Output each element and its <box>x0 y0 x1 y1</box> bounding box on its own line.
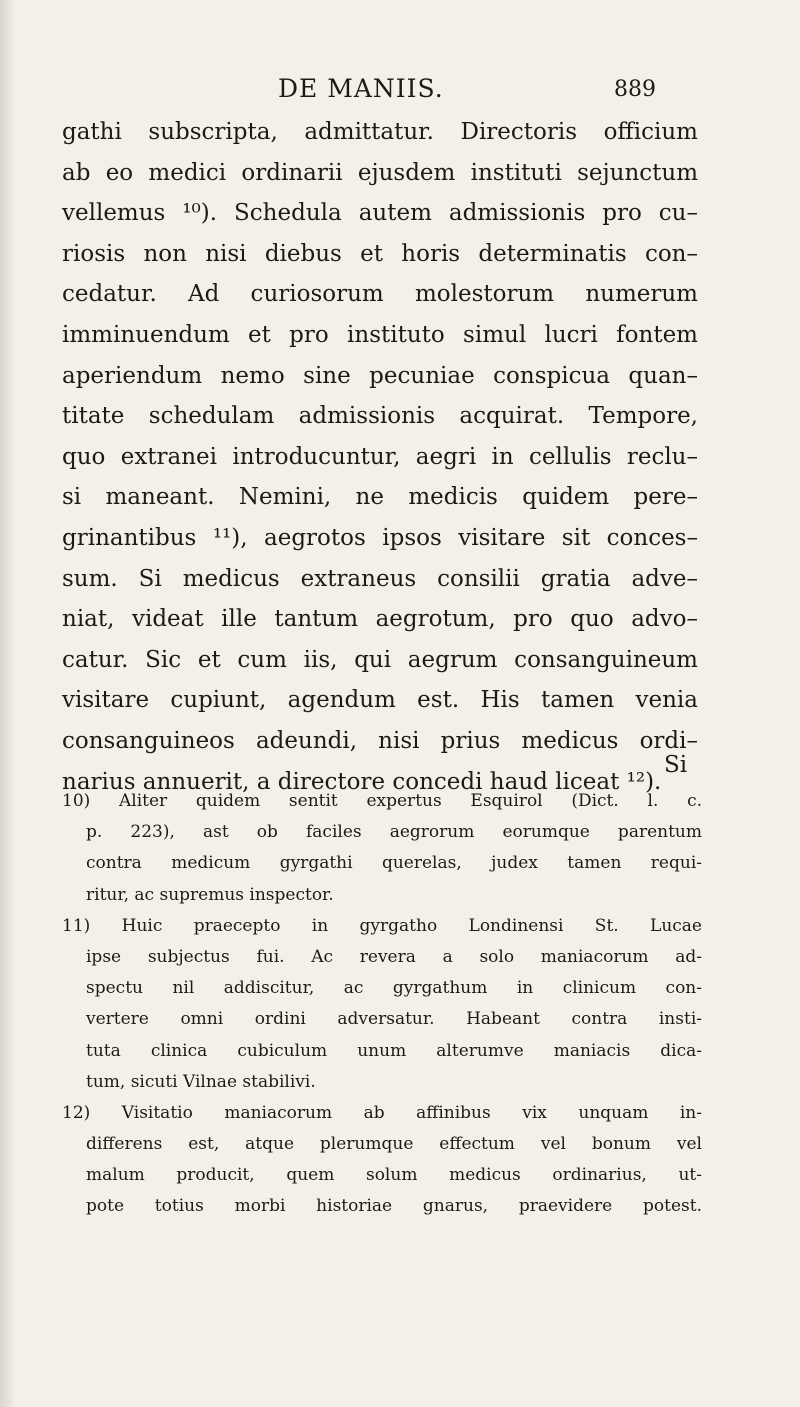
text-line: vellemus ¹⁰). Schedula autem admissionis pro cu– <box>62 200 698 227</box>
footnote-line: ipse subjectus fui. Ac revera a solo maniacorum ad- <box>86 946 702 967</box>
text-line: catur. Sic et cum iis, qui aegrum consanguineum <box>62 646 698 673</box>
footnote-line: 12) Visitatio maniacorum ab affinibus vix unquam in- <box>62 1102 702 1123</box>
footnote-line: contra medicum gyrgathi querelas, judex tamen requi- <box>86 853 702 874</box>
text-line: aperiendum nemo sine pecuniae conspicua quan– <box>62 362 698 389</box>
footnote-line: p. 223), ast ob faciles aegrorum eorumque parentum <box>86 822 702 843</box>
text-line: niat, videat ille tantum aegrotum, pro quo advo– <box>62 606 698 633</box>
footnote-line: malum producit, quem solum medicus ordinarius, ut- <box>86 1165 702 1186</box>
text-line: imminuendum et pro instituto simul lucri fontem <box>62 321 698 348</box>
text-line: narius annuerit, a directore concedi haud liceat ¹²). <box>62 768 662 795</box>
page-number: 889 <box>614 77 656 102</box>
text-line: visitare cupiunt, agendum est. His tamen venia <box>62 687 698 714</box>
page-spine-shadow <box>0 0 14 1407</box>
footnote-line: vertere omni ordini adversatur. Habeant contra insti- <box>86 1009 702 1030</box>
text-line: quo extranei introducuntur, aegri in cellulis reclu– <box>62 443 698 470</box>
footnotes <box>62 786 702 1223</box>
text-line: riosis non nisi diebus et horis determinatis con– <box>62 240 698 267</box>
text-line: consanguineos adeundi, nisi prius medicus ordi– <box>62 727 698 754</box>
text-line: titate schedulam admissionis acquirat. Tempore, <box>62 403 698 430</box>
main-text <box>62 112 698 802</box>
footnote-line: pote totius morbi historiae gnarus, praevidere potest. <box>86 1196 702 1217</box>
text-line: cedatur. Ad curiosorum molestorum numerum <box>62 281 698 308</box>
running-title: DE MANIIS. <box>278 74 444 103</box>
text-line: ab eo medici ordinarii ejusdem instituti sejunctum <box>62 159 698 186</box>
text-line: si maneant. Nemini, ne medicis quidem pere– <box>62 484 698 511</box>
footnote-line: spectu nil addiscitur, ac gyrgathum in clinicum con- <box>86 978 702 999</box>
text-line: grinantibus ¹¹), aegrotos ipsos visitare sit conces– <box>62 524 698 551</box>
catchword: Si <box>664 752 688 778</box>
text-line: sum. Si medicus extraneus consilii gratia adve– <box>62 565 698 592</box>
footnote-line: tuta clinica cubiculum unum alterumve maniacis dica- <box>86 1040 702 1061</box>
running-head <box>0 74 800 108</box>
footnote-line: 10) Aliter quidem sentit expertus Esquirol (Dict. l. c. <box>62 791 702 811</box>
footnote-line: ritur, ac supremus inspector. <box>86 884 334 905</box>
footnote-line: tum, sicuti Vilnae stabilivi. <box>86 1071 316 1092</box>
footnote-line: differens est, atque plerumque effectum vel bonum vel <box>86 1134 702 1155</box>
text-line: gathi subscripta, admittatur. Directoris officium <box>62 119 698 145</box>
footnote-line: 11) Huic praecepto in gyrgatho Londinensi St. Lucae <box>62 915 702 936</box>
